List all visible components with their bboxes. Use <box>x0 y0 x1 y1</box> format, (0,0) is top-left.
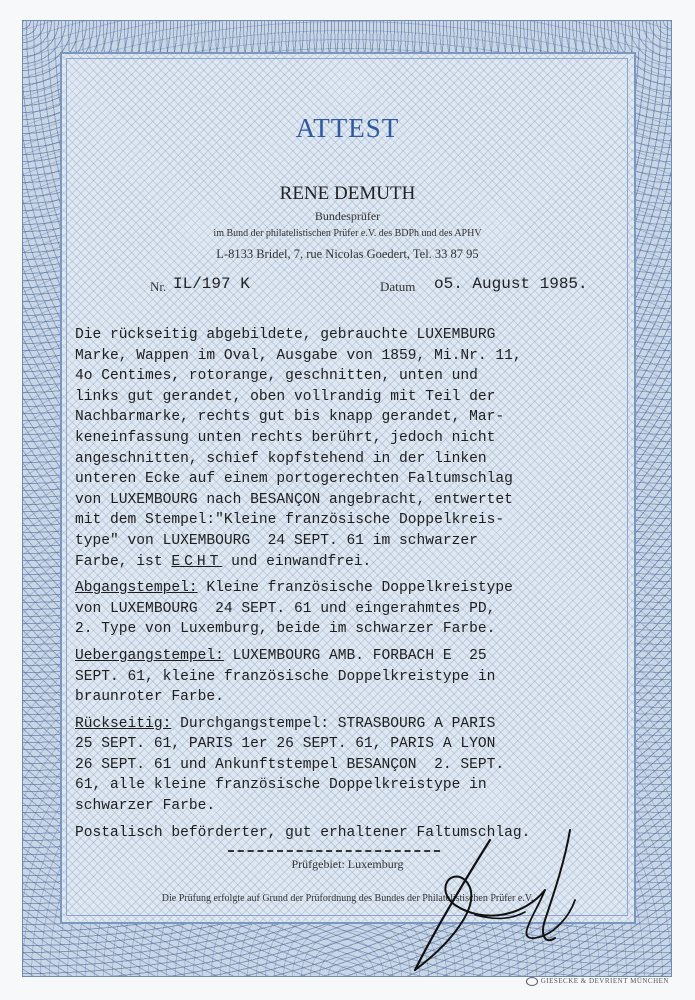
body-line: unteren Ecke auf einem portogerechten Faltumschlag <box>75 471 513 488</box>
body-line: keneinfassung unten rechts berührt, jedoch nicht <box>75 429 496 446</box>
body-line: 25 SEPT. 61, PARIS 1er 26 SEPT. 61, PARIS A LYON <box>75 736 496 753</box>
body-line: braunroter Farbe. <box>75 689 224 706</box>
nr-value: IL/197 K <box>173 275 250 293</box>
body-line: schwarzer Farbe. <box>75 798 216 815</box>
examiner-address: L-8133 Bridel, 7, rue Nicolas Goedert, Tel. 33 87 95 <box>216 247 479 261</box>
verdict-echt: ECHT <box>171 553 223 570</box>
datum-value: o5. August 1985. <box>434 275 588 293</box>
body-line: Uebergangstempel: LUXEMBOURG AMB. FORBACH E 25 <box>75 647 487 664</box>
nr-label: Nr. <box>150 279 167 294</box>
rueckseitig-label: Rückseitig: <box>75 715 172 732</box>
verdict-prefix: Farbe, ist <box>75 553 172 570</box>
rueckseitig-paragraph <box>75 714 635 817</box>
body-line: Marke, Wappen im Oval, Ausgabe von 1859, Mi.Nr. 11, <box>75 347 522 364</box>
body-line: 61, alle kleine französische Doppelkreistype in <box>75 777 487 794</box>
body-line: Rückseitig: Durchgangstempel: STRASBOURG A PARIS <box>75 715 496 732</box>
body-line: SEPT. 61, kleine französische Doppelkreistype in <box>75 668 496 685</box>
uebergangstempel-paragraph <box>75 646 635 708</box>
pruefgebiet: Prüfgebiet: Luxemburg <box>291 857 404 871</box>
body-line: von LUXEMBOURG 24 SEPT. 61 und eingerahmtes PD, <box>75 600 496 617</box>
body-line: angeschnitten, schief kopfstehend in der linken <box>75 450 487 467</box>
body-line: links gut gerandet, oben vollrandig mit Teil der <box>75 388 496 405</box>
body-line-verdict <box>75 552 635 573</box>
certificate-body <box>75 325 635 843</box>
description-paragraph <box>75 325 635 572</box>
body-line: mit dem Stempel:"Kleine französische Doppelkreis- <box>75 512 505 529</box>
body-line: von LUXEMBOURG nach BESANÇON angebracht, entwertet <box>75 491 513 508</box>
body-line: type" von LUXEMBOURG 24 SEPT. 61 im schwarzer <box>75 532 478 549</box>
examiner-association: im Bund der philatelistischen Prüfer e.V. des BDPh und des APHV <box>213 228 482 239</box>
abgangstempel-label: Abgangstempel: <box>75 580 198 597</box>
body-line: Die rückseitig abgebildete, gebrauchte LUXEMBURG <box>75 327 496 343</box>
body-line: Abgangstempel: Kleine französische Doppelkreistype <box>75 580 513 597</box>
examiner-name: RENE DEMUTH <box>279 183 416 204</box>
printer-imprint: GIESECKE & DEVRIENT MÜNCHEN <box>526 977 669 986</box>
verdict-suffix: und einwandfrei. <box>222 553 372 570</box>
abgangstempel-paragraph <box>75 578 635 640</box>
body-line: Nachbarmarke, rechts gut bis knapp gerandet, Mar- <box>75 409 505 426</box>
body-line: 4o Centimes, rotorange, geschnitten, unten und <box>75 368 478 385</box>
datum-label: Datum <box>380 279 416 294</box>
closing-line: Postalisch beförderter, gut erhaltener Faltumschlag. <box>75 824 531 841</box>
body-line: 26 SEPT. 61 und Ankunftstempel BESANÇON 2. SEPT. <box>75 756 505 773</box>
footer-note: Die Prüfung erfolgte auf Grund der Prüfordnung des Bundes der Philatelistischen Prüfer e.V. <box>161 893 534 904</box>
body-line: 2. Type von Luxemburg, beide im schwarzer Farbe. <box>75 621 496 638</box>
uebergangstempel-label: Uebergangstempel: <box>75 647 224 664</box>
printer-logo-icon <box>526 977 538 986</box>
handwritten-signature <box>395 820 595 980</box>
examiner-role: Bundesprüfer <box>314 209 381 223</box>
certificate-title: ATTEST <box>295 113 400 143</box>
